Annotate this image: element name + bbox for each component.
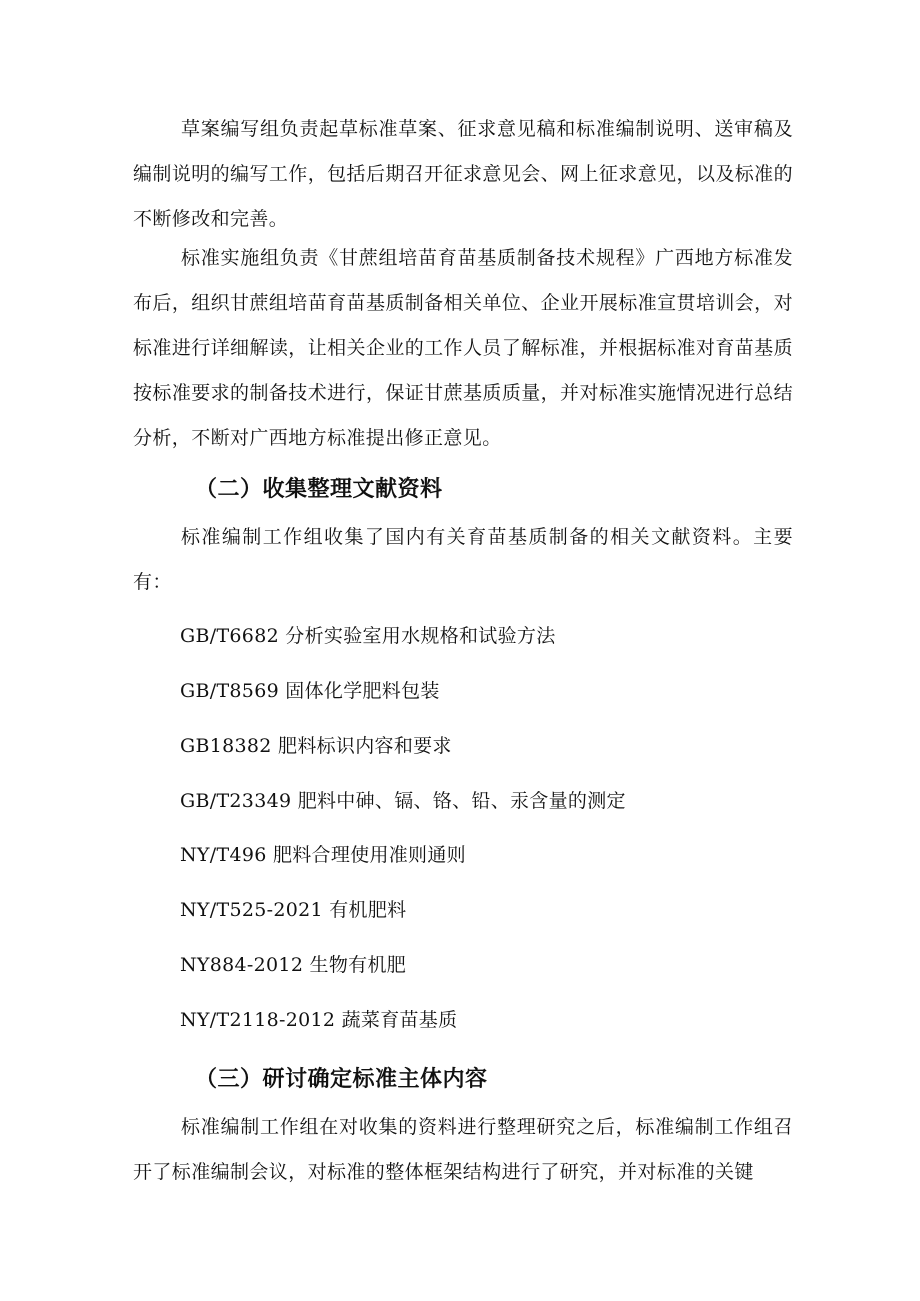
paragraph-implementation-group: 标准实施组负责《甘蔗组培苗育苗基质制备技术规程》广西地方标准发布后，组织甘蔗组培苗育苗基质制备相关单位、企业开展标准宣贯培训会，对标准进行详细解读，让相关企业的工作人员了解标准，并根据标准对育苗基质按标准要求的制备技术进行，保证甘蔗基质质量，并对标准实施情况进行总结分析，不断对广西地方标准提出修正意见。: [133, 247, 793, 449]
reference-item: NY/T525-2021 有机肥料: [180, 899, 407, 921]
paragraph-drafting-group: 草案编写组负责起草标准草案、征求意见稿和标准编制说明、送审稿及编制说明的编写工作，包括后期召开征求意见会、网上征求意见，以及标准的不断修改和完善。: [133, 118, 793, 230]
reference-item: GB/T6682 分析实验室用水规格和试验方法: [180, 625, 556, 647]
paragraph-discussion-intro: 标准编制工作组在对收集的资料进行整理研究之后，标准编制工作组召开了标准编制会议，对标准的整体框架结构进行了研究，并对标准的关键: [133, 1116, 793, 1183]
reference-item: NY884-2012 生物有机肥: [180, 954, 407, 976]
paragraph-literature-intro: 标准编制工作组收集了国内有关育苗基质制备的相关文献资料。主要有：: [133, 526, 793, 593]
section-heading-literature: （二）收集整理文献资料: [195, 477, 443, 502]
section-heading-discussion: （三）研讨确定标准主体内容: [195, 1067, 488, 1092]
reference-item: NY/T2118-2012 蔬菜育苗基质: [180, 1009, 458, 1031]
reference-item: GB/T23349 肥料中砷、镉、铬、铅、汞含量的测定: [180, 790, 626, 812]
reference-item: GB18382 肥料标识内容和要求: [180, 735, 452, 757]
reference-item: NY/T496 肥料合理使用准则通则: [180, 844, 466, 866]
reference-item: GB/T8569 固体化学肥料包装: [180, 680, 440, 702]
